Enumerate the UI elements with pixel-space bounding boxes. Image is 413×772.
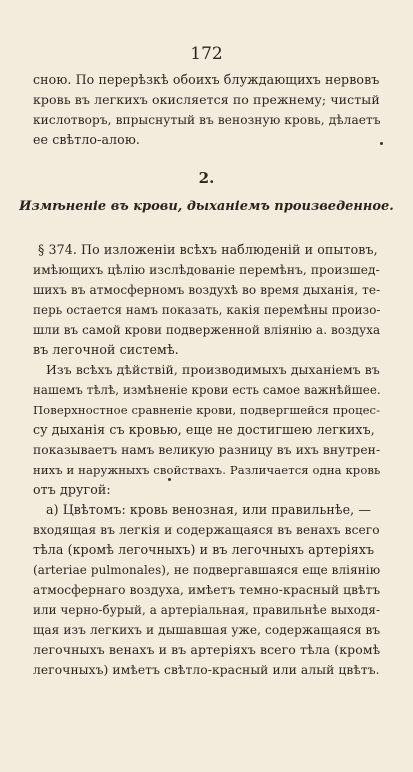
section-title: Измѣненіе въ крови, дыханіемъ произведенное. bbox=[19, 199, 394, 214]
text-line: а) Цвѣтомъ: кровь венозная, или правильнѣе, — bbox=[46, 502, 372, 517]
text-line: Изъ всѣхъ дѣйствій, производимыхъ дыханіемъ въ bbox=[46, 362, 380, 377]
text-line: ее свѣтло-алою. bbox=[33, 132, 141, 147]
text-line: сною. По перерѣзкѣ обоихъ блуждающихъ нервовъ bbox=[33, 72, 380, 87]
text-line: или черно-бурый, а артеріальная, правильнѣе выходя- bbox=[33, 603, 381, 617]
text-line: шли въ самой крови подверженной вліянію а. воздуха bbox=[33, 323, 381, 337]
ink-speck bbox=[168, 478, 171, 481]
page-number: 172 bbox=[190, 44, 223, 64]
text-line: шихъ въ атмосферномъ воздухѣ во время дыханія, те- bbox=[33, 283, 381, 297]
text-line: (arteriae pulmonales), не подвергавшаяся еще вліянію bbox=[33, 563, 381, 577]
text-line: атмосфернаго воздуха, имѣетъ темно-красный цвѣтъ bbox=[33, 583, 381, 597]
text-line: су дыханія съ кровью, еще не достигшею легкихъ, bbox=[33, 422, 375, 437]
text-line: отъ другой: bbox=[33, 482, 111, 497]
section-number: 2. bbox=[198, 169, 215, 187]
text-line: § 374. По изложеніи всѣхъ наблюденій и опытовъ, bbox=[38, 242, 378, 257]
text-line: легочныхъ венахъ и въ артеріяхъ всего тѣла (кромѣ bbox=[33, 642, 381, 657]
text-line: нихъ и наружныхъ свойствахъ. Различается одна кровь bbox=[33, 463, 381, 477]
text-line: въ легочной системѣ. bbox=[33, 342, 179, 357]
text-line: Поверхностное сравненіе крови, подвергшейся процес- bbox=[33, 403, 381, 417]
text-line: нашемъ тѣлѣ, измѣненіе крови есть самое важнѣйшее. bbox=[33, 383, 381, 397]
text-line: тѣла (кромѣ легочныхъ) и въ легочныхъ артеріяхъ bbox=[33, 542, 375, 557]
text-line: кислотворъ, впрыснутый въ венозную кровь, дѣлаетъ bbox=[33, 113, 381, 127]
text-line: кровь въ легкихъ окисляется по прежнему; чистый bbox=[33, 92, 380, 107]
text-line: имѣющихъ цѣлію изслѣдованіе перемѣнъ, произшед- bbox=[33, 263, 380, 277]
text-line: щая изъ легкихъ и дышавшая уже, содержащаяся въ bbox=[33, 623, 381, 637]
text-line: входящая въ легкія и содержащаяся въ венахъ всего bbox=[33, 523, 380, 537]
text-line: перь остается намъ показать, какія перемѣны произо- bbox=[33, 303, 381, 317]
text-line: показываетъ намъ великую разницу въ ихъ внутрен- bbox=[33, 443, 381, 457]
ink-speck bbox=[380, 142, 383, 145]
text-line: легочныхъ) имѣетъ свѣтло-красный или алый цвѣтъ. bbox=[33, 663, 380, 677]
